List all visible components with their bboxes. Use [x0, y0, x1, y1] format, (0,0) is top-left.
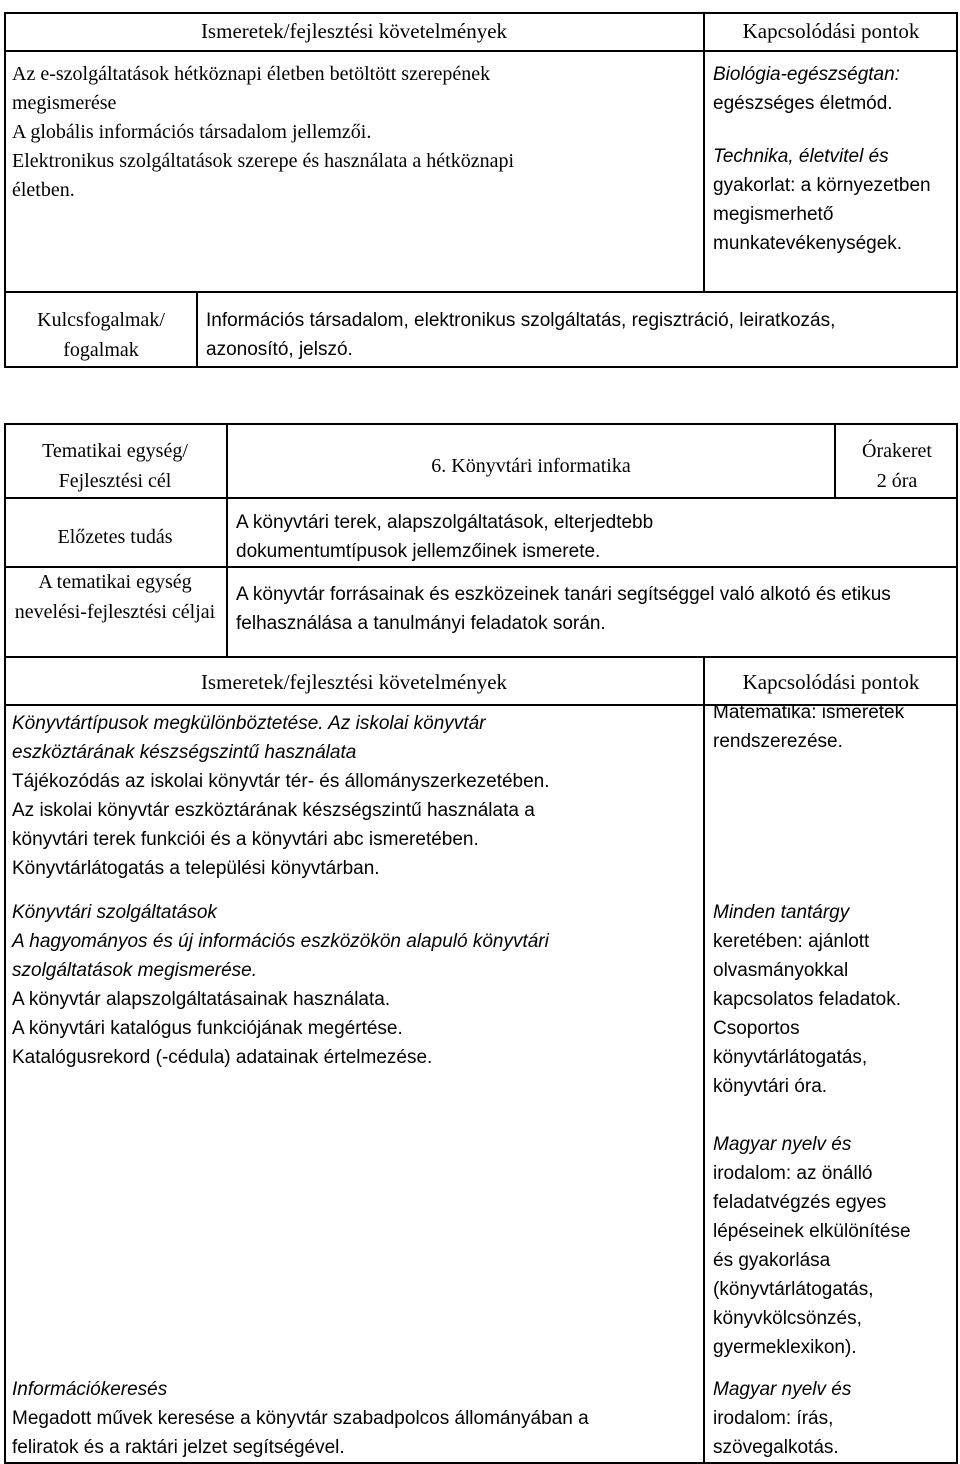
hours-label: Órakeret	[862, 440, 932, 462]
conn-4-line-2: szövegalkotás.	[713, 1437, 839, 1458]
table-1-key-divider	[4, 291, 958, 293]
req-1-line-1: Tájékozódás az iskolai könyvtár tér- és állományszerkezetében.	[12, 771, 550, 792]
unit-title: 6. Könyvtári informatika	[431, 455, 631, 477]
goals-label: A tematikai egység nevelési-fejlesztési céljai	[14, 571, 216, 623]
connection-subject-2: Technika, életvitel és	[713, 146, 889, 167]
requirements-section-2	[12, 898, 702, 1072]
conn-2-line-1: keretében: ajánlott	[713, 931, 870, 952]
connections-section-3	[713, 1130, 953, 1362]
req-1-italic-2: eszköztárának készségszintű használata	[12, 742, 357, 763]
table-2-unit-divider	[4, 497, 958, 499]
left-line-1: Az e-szolgáltatások hétköznapi életben betöltött szerepének	[12, 63, 491, 85]
conn-2-italic-1: Minden tantárgy	[713, 902, 850, 923]
conn-4-italic-1: Magyar nyelv és	[713, 1379, 852, 1400]
req-1-italic-1: Könyvtártípusok megkülönböztetése. Az iskolai könyvtár	[12, 713, 486, 734]
conn-1-line-2: rendszerezése.	[713, 731, 843, 752]
left-line-4: Elektronikus szolgáltatások szerepe és használata a hétköznapi	[12, 150, 515, 172]
table-1-header-right: Kapcsolódási pontok	[742, 19, 920, 43]
req-3-line-2: feliratok és a raktári jelzet segítségével.	[12, 1437, 345, 1458]
req-1-line-3: könyvtári terek funkciói és a könyvtári abc ismeretében.	[12, 829, 479, 850]
connections-section-2	[713, 898, 953, 1101]
req-3-italic-1: Információkeresés	[12, 1379, 168, 1400]
left-line-2: megismerése	[12, 92, 117, 114]
conn-2-line-2: olvasmányokkal	[713, 960, 849, 981]
hours-value: 2 óra	[876, 470, 918, 492]
requirements-section-3	[12, 1375, 702, 1462]
conn-2-line-4: Csoportos	[713, 1018, 800, 1039]
req-1-line-2: Az iskolai könyvtár eszköztárának készségszintű használata a	[12, 800, 535, 821]
req-2-italic-1: Könyvtári szolgáltatások	[12, 902, 217, 923]
req-2-line-1: A könyvtár alapszolgáltatásainak használata.	[12, 989, 391, 1010]
unit-label: Tematikai egység/ Fejlesztési cél	[42, 440, 188, 492]
conn-3-line-4: és gyakorlása	[713, 1250, 831, 1271]
req-2-line-3: Katalógusrekord (-cédula) adatainak értelmezése.	[12, 1047, 433, 1068]
conn-3-italic-1: Magyar nyelv és	[713, 1134, 852, 1155]
conn-3-line-7: gyermeklexikon).	[713, 1337, 857, 1358]
connections-section-1	[713, 698, 953, 756]
conn-4-line-1: irodalom: írás,	[713, 1408, 834, 1429]
connection-subject-1: Biológia-egészségtan:	[713, 64, 900, 85]
table-1-column-divider	[703, 12, 705, 292]
table-1-header-left: Ismeretek/fejlesztési követelmények	[200, 19, 508, 43]
table-2-column-divider	[703, 656, 705, 1464]
table-1-key-label-divider	[196, 291, 198, 368]
conn-2-line-3: kapcsolatos feladatok.	[713, 989, 902, 1010]
table-2-header-left: Ismeretek/fejlesztési követelmények	[200, 670, 508, 694]
requirements-section-1	[12, 709, 702, 883]
conn-3-line-3: lépéseinek elkülönítése	[713, 1221, 911, 1242]
connection-text-1: egészséges életmód.	[713, 93, 893, 114]
req-2-italic-2: A hagyományos és új információs eszközökön alapuló könyvtári	[12, 931, 549, 952]
req-2-italic-3: szolgáltatások megismerése.	[12, 960, 257, 981]
goals-text: A könyvtár forrásainak és eszközeinek tanári segítséggel való alkotó és etikus felhasználása a tanulmányi feladatok során.	[236, 584, 891, 634]
conn-2-line-5: könyvtárlátogatás,	[713, 1047, 868, 1068]
conn-3-line-6: könyvkölcsönzés,	[713, 1308, 862, 1329]
connection-text-2: gyakorlat: a környezetben megismerhető munkatevékenységek.	[713, 175, 931, 254]
left-line-5: életben.	[12, 179, 75, 201]
req-3-line-1: Megadott művek keresése a könyvtár szabadpolcos állományában a	[12, 1408, 589, 1429]
key-text: Információs társadalom, elektronikus szolgáltatás, regisztráció, leiratkozás, azonosító, jelszó.	[206, 310, 836, 360]
table-1-right-content	[713, 60, 953, 258]
conn-3-line-1: irodalom: az önálló	[713, 1163, 873, 1184]
table-2-goals-divider	[4, 656, 958, 658]
req-1-line-4: Könyvtárlátogatás a települési könyvtárban.	[12, 858, 380, 879]
table-1-header-divider	[4, 50, 958, 52]
prior-knowledge-label: Előzetes tudás	[57, 526, 173, 548]
key-label: Kulcsfogalmak/ fogalmak	[37, 309, 165, 361]
conn-3-line-2: feladatvégzés egyes	[713, 1192, 887, 1213]
conn-2-line-6: könyvtári óra.	[713, 1076, 828, 1097]
connections-section-4	[713, 1375, 953, 1462]
table-1-left-content	[12, 60, 702, 205]
conn-3-line-5: (könyvtárlátogatás,	[713, 1279, 874, 1300]
prior-knowledge-text: A könyvtári terek, alapszolgáltatások, elterjedtebb dokumentumtípusok jellemzőinek ismerete.	[236, 512, 654, 562]
table-2-header-right: Kapcsolódási pontok	[742, 670, 920, 694]
conn-1-line-1: Matematika: ismeretek	[713, 702, 905, 723]
left-line-3: A globális információs társadalom jellemzői.	[12, 121, 372, 143]
req-2-line-2: A könyvtári katalógus funkciójának megértése.	[12, 1018, 403, 1039]
